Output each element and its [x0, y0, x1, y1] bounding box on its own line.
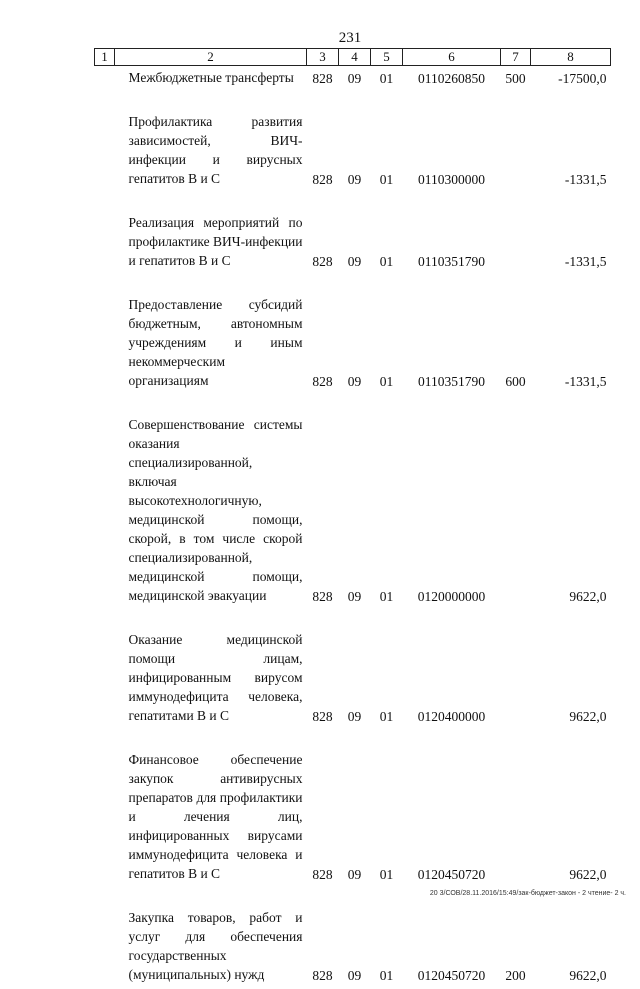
ministry-code-cell: 828: [307, 395, 339, 610]
table-row: [95, 275, 611, 395]
ministry-code-cell: 828: [307, 66, 339, 93]
amount-cell: 9622,0: [531, 610, 611, 730]
section-code-cell: 09: [339, 66, 371, 93]
expense-type-cell: [501, 610, 531, 730]
expense-type-cell: 200: [501, 888, 531, 989]
item-name-cell: Предоставление субсидий бюджетным, автономным учреждениям и иным некоммерческим организациям: [115, 275, 307, 395]
table-row: [95, 730, 611, 888]
expense-type-cell: 500: [501, 66, 531, 93]
amount-cell: 9622,0: [531, 730, 611, 888]
amount-cell: 9622,0: [531, 395, 611, 610]
amount-cell: -1331,5: [531, 193, 611, 275]
expense-type-cell: [501, 92, 531, 193]
column-header: 1: [95, 49, 115, 66]
section-code-cell: 09: [339, 395, 371, 610]
target-article-cell: 0110300000: [403, 92, 501, 193]
target-article-cell: 0120450720: [403, 888, 501, 989]
table-row: [95, 610, 611, 730]
section-code-cell: 09: [339, 610, 371, 730]
column-header: 5: [371, 49, 403, 66]
expense-type-cell: [501, 730, 531, 888]
subsection-code-cell: 01: [371, 888, 403, 989]
footer-stamp: 20 3/СОВ/28.11.2016/15:49/зак-бюджет-закон - 2 чтение- 2 ч.: [430, 890, 626, 897]
expense-type-cell: [501, 193, 531, 275]
target-article-cell: 0120000000: [403, 395, 501, 610]
column-header-row: [95, 49, 611, 66]
amount-cell: 9622,0: [531, 888, 611, 989]
item-name-cell: Финансовое обеспечение закупок антивирусных препаратов для профилактики и лечения лиц, инфицированных вирусами иммунодефицита человека и гепатитов В и С: [115, 730, 307, 888]
amount-cell: -17500,0: [531, 66, 611, 93]
row-number-cell: [95, 730, 115, 888]
row-number-cell: [95, 610, 115, 730]
column-header: 8: [531, 49, 611, 66]
row-number-cell: [95, 888, 115, 989]
row-number-cell: [95, 92, 115, 193]
ministry-code-cell: 828: [307, 730, 339, 888]
column-header: 7: [501, 49, 531, 66]
column-header: 3: [307, 49, 339, 66]
item-name-cell: Реализация мероприятий по профилактике ВИЧ-инфекции и гепатитов В и С: [115, 193, 307, 275]
subsection-code-cell: 01: [371, 275, 403, 395]
column-header: 6: [403, 49, 501, 66]
row-number-cell: [95, 66, 115, 93]
amount-cell: -1331,5: [531, 92, 611, 193]
subsection-code-cell: 01: [371, 730, 403, 888]
target-article-cell: 0110260850: [403, 66, 501, 93]
ministry-code-cell: 828: [307, 92, 339, 193]
ministry-code-cell: 828: [307, 275, 339, 395]
target-article-cell: 0110351790: [403, 193, 501, 275]
budget-table: [94, 48, 611, 989]
item-name-cell: Профилактика развития зависимостей, ВИЧ-инфекции и вирусных гепатитов В и С: [115, 92, 307, 193]
section-code-cell: 09: [339, 193, 371, 275]
item-name-cell: Закупка товаров, работ и услуг для обеспечения государственных (муниципальных) нужд: [115, 888, 307, 989]
section-code-cell: 09: [339, 92, 371, 193]
expense-type-cell: 600: [501, 275, 531, 395]
item-name-cell: Совершенствование системы оказания специализированной, включая высокотехнологичную, медицинской помощи, скорой, в том числе скорой специализированной, медицинской помощи, медицинской эвакуации: [115, 395, 307, 610]
column-header: 2: [115, 49, 307, 66]
subsection-code-cell: 01: [371, 193, 403, 275]
amount-cell: -1331,5: [531, 275, 611, 395]
target-article-cell: 0110351790: [403, 275, 501, 395]
ministry-code-cell: 828: [307, 610, 339, 730]
subsection-code-cell: 01: [371, 395, 403, 610]
subsection-code-cell: 01: [371, 92, 403, 193]
table-row: [95, 395, 611, 610]
target-article-cell: 0120400000: [403, 610, 501, 730]
row-number-cell: [95, 193, 115, 275]
page-number: 231: [0, 30, 640, 47]
item-name-cell: Межбюджетные трансферты: [115, 66, 307, 93]
table-row: [95, 888, 611, 989]
expense-type-cell: [501, 395, 531, 610]
item-name-cell: Оказание медицинской помощи лицам, инфицированным вирусом иммунодефицита человека, гепатитами В и С: [115, 610, 307, 730]
table-body: [95, 66, 611, 989]
column-header: 4: [339, 49, 371, 66]
target-article-cell: 0120450720: [403, 730, 501, 888]
section-code-cell: 09: [339, 275, 371, 395]
subsection-code-cell: 01: [371, 66, 403, 93]
ministry-code-cell: 828: [307, 888, 339, 989]
subsection-code-cell: 01: [371, 610, 403, 730]
section-code-cell: 09: [339, 730, 371, 888]
table-row: [95, 193, 611, 275]
ministry-code-cell: 828: [307, 193, 339, 275]
table-row: [95, 92, 611, 193]
row-number-cell: [95, 275, 115, 395]
row-number-cell: [95, 395, 115, 610]
section-code-cell: 09: [339, 888, 371, 989]
table-row: [95, 66, 611, 93]
